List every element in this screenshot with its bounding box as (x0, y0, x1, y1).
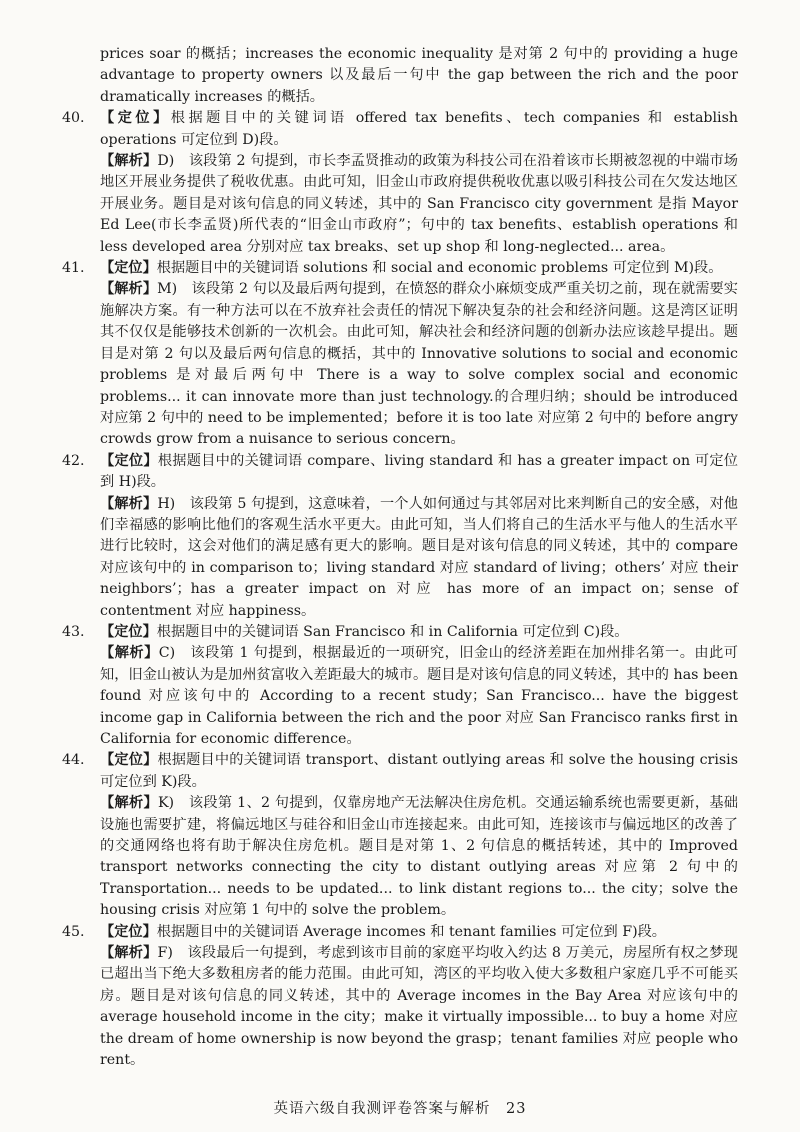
locate-tag: 【定位】 (100, 110, 171, 127)
analysis-paragraph (100, 943, 738, 1071)
question-number: 42. (62, 452, 85, 469)
analysis-tag: 【解析】 (100, 281, 158, 298)
analysis-paragraph (100, 279, 738, 450)
locate-text: 根据题目中的关键词语 compare、living standard 和 has a greater impact on 可定位到 H)段。 (100, 452, 738, 491)
analysis-paragraph (100, 494, 738, 622)
analysis-paragraph (100, 643, 738, 750)
question-number: 43. (62, 623, 85, 640)
page-footer: 英语六级自我测评卷答案与解析 23 (273, 1101, 527, 1117)
answer-item-43 (62, 622, 738, 750)
answer-content (62, 44, 738, 1072)
answer-item-45 (62, 922, 738, 1072)
locate-tag: 【定位】 (100, 623, 157, 640)
answer-item-42 (62, 451, 738, 622)
locate-tag: 【定位】 (100, 752, 158, 769)
analysis-tag: 【解析】 (100, 495, 158, 512)
analysis-text: D) 该段第 2 句提到，市长李孟贤推动的政策为科技公司在沿着该市长期被忽视的中端市场地区开展业务提供了税收优惠。由此可知，旧金山市政府提供税收优惠以吸引科技公司在欠发达地区开展业务。题目是对该句信息的同义转述，其中的 San Francisco city government 是指 Mayor Ed Lee(市长李孟贤)所代表的“旧金山市政府”；句中的 tax benefits、establish operations 和 less developed area 分别对应 tax breaks、set up shop 和 long-neglected... area。 (100, 153, 738, 255)
analysis-tag: 【解析】 (100, 945, 158, 962)
question-number: 41. (62, 260, 85, 277)
analysis-tag: 【解析】 (100, 153, 158, 170)
locate-paragraph (100, 258, 738, 279)
intro-paragraph: prices soar 的概括；increases the economic inequality 是对第 2 句中的 providing a huge advantage to property owners 以及最后一句中 the gap between the rich and the poor dramatically increases 的概括。 (100, 46, 738, 105)
analysis-text: H) 该段第 5 句提到，这意味着，一个人如何通过与其邻居对比来判断自己的安全感，对他们幸福感的影响比他们的客观生活水平更大。由此可知，当人们将自己的生活水平与他人的生活水平进行比较时，这会对他们的满足感有更大的影响。题目是对该句信息的同义转述，其中的 compare 对应该句中的 in comparison to；living standard 对应 standard of living；others’ 对应 their neighbors’；has a greater impact on 对应 has more of an impact on；sense of contentment 对应 happiness。 (100, 495, 738, 619)
locate-tag: 【定位】 (100, 923, 157, 940)
analysis-text: C) 该段第 1 句提到，根据最近的一项研究，旧金山的经济差距在加州排名第一。由此可知，旧金山被认为是加州贫富收入差距最大的城市。题目是对该句信息的同义转述，其中的 has been found 对应该句中的 According to a recent study；San Francisco... have the biggest income gap in California between the rich and the poor 对应 San Francisco ranks first in California for economic difference。 (100, 645, 738, 747)
answer-item-41 (62, 258, 738, 451)
locate-text: 根据题目中的关键词语 Average incomes 和 tenant families 可定位到 F)段。 (156, 923, 666, 940)
question-number: 45. (62, 923, 85, 940)
answer-item-44 (62, 750, 738, 921)
locate-text: 根据题目中的关键词语 solutions 和 social and economic problems 可定位到 M)段。 (156, 260, 723, 277)
locate-tag: 【定位】 (100, 260, 157, 277)
analysis-tag: 【解析】 (100, 645, 159, 662)
locate-paragraph (100, 451, 738, 494)
analysis-paragraph (100, 151, 738, 258)
locate-text: 根据题目中的关键词语 transport、distant outlying areas 和 solve the housing crisis 可定位到 K)段。 (100, 752, 738, 790)
locate-paragraph (100, 922, 738, 943)
analysis-tag: 【解析】 (100, 795, 158, 812)
question-number: 44. (62, 752, 85, 769)
analysis-paragraph (100, 793, 738, 921)
analysis-text: F) 该段最后一句提到，考虑到该市目前的家庭平均收入约达 8 万美元，房屋所有权之梦现已超出当下绝大多数租房者的能力范围。由此可知，湾区的平均收入使大多数租户家庭几乎不可能买房。题目是对该句信息的同义转述，其中的 Average incomes in the Bay Area 对应该句中的 average household income in the city；make it virtually impossible... to buy a home 对应 the dream of home ownership is now beyond the grasp；tenant families 对应 people who rent。 (100, 945, 738, 1069)
locate-tag: 【定位】 (100, 452, 158, 469)
answer-item-40 (62, 108, 738, 258)
analysis-text: K) 该段第 1、2 句提到，仅靠房地产无法解决住房危机。交通运输系统也需要更新，基础设施也需要扩建，将偏远地区与硅谷和旧金山市连接起来。由此可知，连接该市与偏远地区的改善了的交通网络也将有助于解决住房危机。题目是对第 1、2 句信息的概括转述，其中的 Improved transport networks connecting the city to distant outlying areas 对应第 2 句中的 Transportation... needs to be updated... to link distant regions to... the city；solve the housing crisis 对应第 1 句中的 solve the problem。 (100, 795, 738, 919)
question-number: 40. (62, 110, 85, 127)
analysis-text: M) 该段第 2 句以及最后两句提到，在愤怒的群众小麻烦变成严重关切之前，现在就需要实施解决方案。有一种方法可以在不放弃社会责任的情况下解决复杂的社会和经济问题。这是湾区证明其不仅仅是能够技术创新的一次机会。由此可知，解决社会和经济问题的创新办法应该趁早提出。题目是对第 2 句以及最后两句信息的概括，其中的 Innovative solutions to social and economic problems 是对最后两句中 There is a way to solve complex social and economic problems... it can innovate more than just technology.的合理归纳；should be introduced 对应第 2 句中的 need to be implemented；before it is too late 对应第 2 句中的 before angry crowds grow from a nuisance to serious concern。 (100, 281, 738, 448)
locate-paragraph (100, 108, 738, 151)
locate-paragraph (100, 622, 738, 643)
locate-paragraph (100, 750, 738, 793)
locate-text: 根据题目中的关键词语 offered tax benefits、tech companies 和 establish operations 可定位到 D)段。 (100, 110, 738, 148)
locate-text: 根据题目中的关键词语 San Francisco 和 in California 可定位到 C)段。 (156, 623, 629, 640)
